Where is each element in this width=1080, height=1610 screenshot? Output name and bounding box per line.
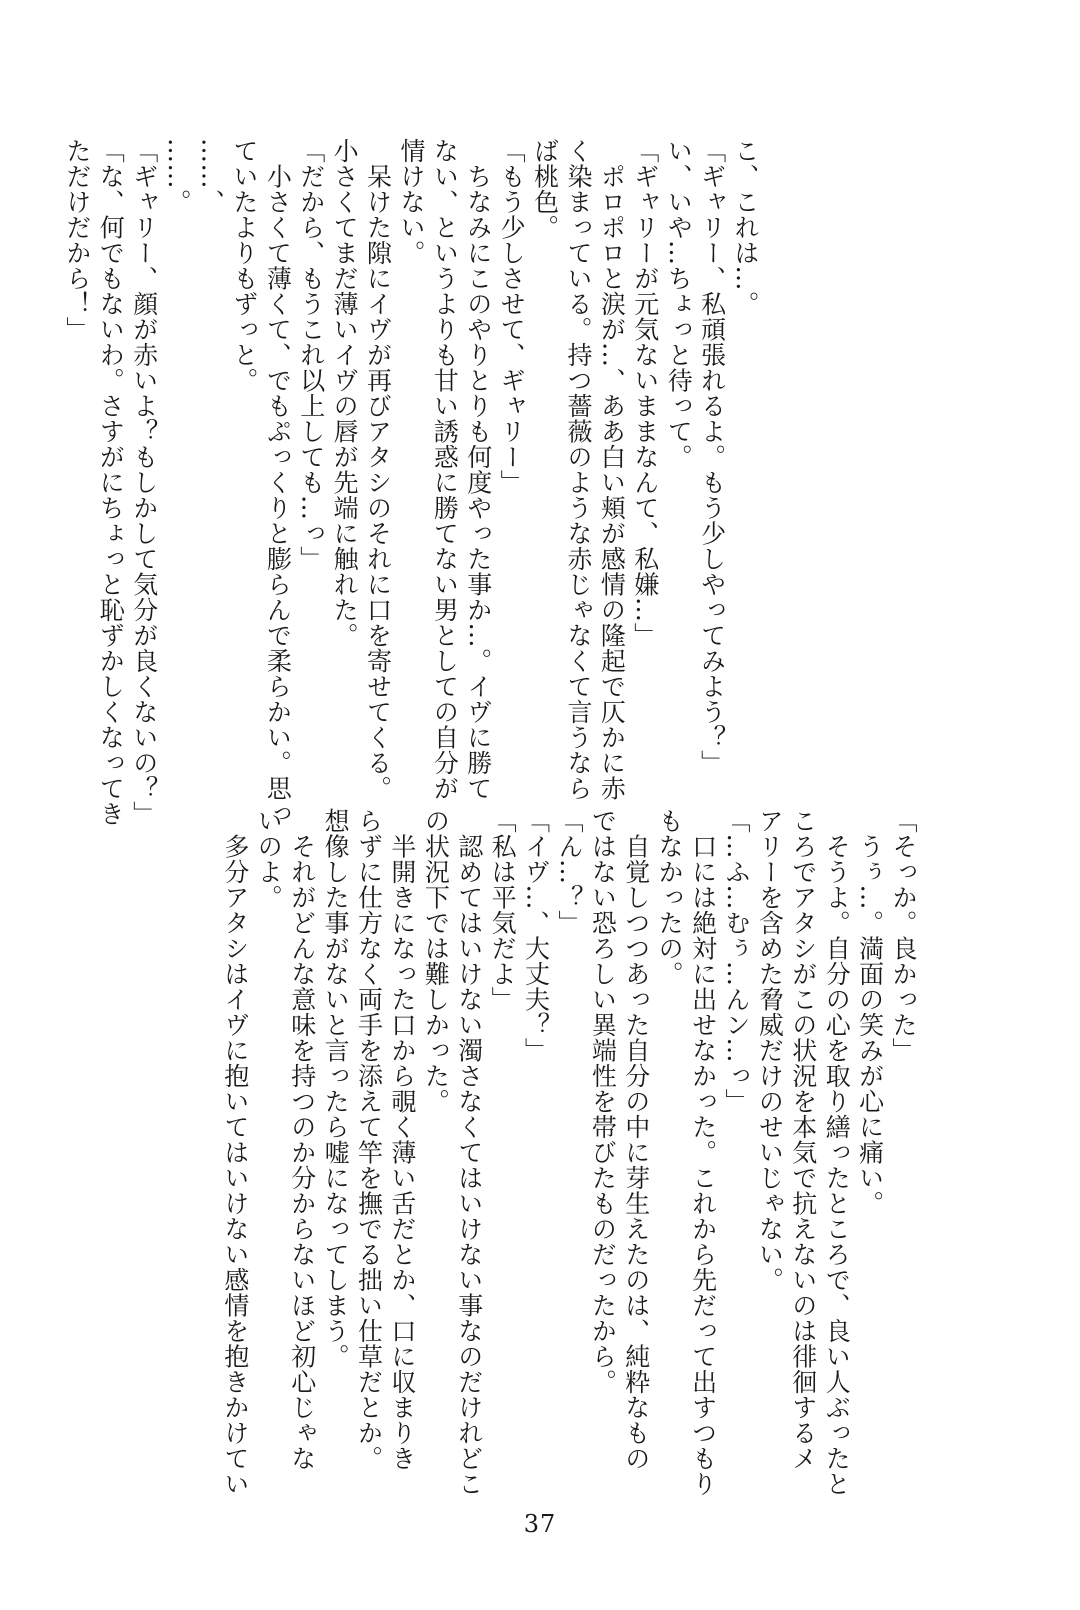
text-line: ころでアタシがこの状況を本気で抗えないのは徘徊するメ: [788, 808, 818, 1471]
text-line: ただけだから！」: [62, 138, 92, 342]
text-block-top: [60, 138, 762, 827]
text-line: 「イヴ…、大丈夫？」: [521, 808, 551, 1063]
text-line: うぅ…。満面の笑みが心に痛い。: [855, 808, 885, 1216]
text-line: 小さくてまだ薄いイヴの唇が先端に触れた。: [330, 138, 360, 648]
text-line: 「ギャリー、私頑張れるよ。もう少しやってみよう？」: [697, 138, 727, 776]
text-line: ば桃色。: [530, 138, 560, 240]
text-line: 半開きになった口から覗く薄い舌だとか、口に収まりき: [387, 808, 417, 1471]
text-line: そうよ。自分の心を取り繕ったところで、良い人ぶったと: [822, 808, 852, 1497]
text-line: それがどんな意味を持つのか分からないほど初心じゃな: [287, 808, 317, 1471]
text-line: ……。: [163, 138, 193, 215]
page-number: 37: [523, 1510, 557, 1538]
text-line: の状況下では難しかった。: [421, 808, 451, 1114]
text-line: もなかったの。: [655, 808, 685, 987]
text-line: 口には絶対に出せなかった。これから先だって出すつもり: [688, 808, 718, 1497]
text-line: 「もう少しさせて、ギャリー」: [497, 138, 527, 495]
text-line: ない、というよりも甘い誘惑に勝てない男としての自分が: [430, 138, 460, 801]
text-line: 呆けた隙にイヴが再びアタシのそれに口を寄せてくる。: [363, 138, 393, 801]
text-line: い、いや…ちょっと待って。: [664, 138, 694, 470]
text-line: こ、これは…。: [731, 138, 760, 317]
text-line: らずに仕方なく両手を添えて竿を撫でる拙い仕草だとか。: [354, 808, 384, 1471]
text-line: ……、: [196, 138, 226, 215]
text-line: 想像した事がないと言ったら嘘になってしまう。: [321, 808, 351, 1369]
text-line: いのよ。: [254, 808, 284, 910]
text-line: ていたよりもずっと。: [229, 138, 259, 393]
text-line: 「私は平気だよ」: [488, 808, 518, 1012]
text-line: 「だから、もうこれ以上しても…っ」: [296, 138, 326, 572]
text-block-bottom: [218, 808, 920, 1497]
text-line: ポロポロと涙が…、ああ白い頬が感情の隆起で仄かに赤: [597, 138, 627, 801]
text-line: 「ん…？」: [554, 808, 584, 936]
text-line: く染まっている。持つ薔薇のような赤じゃなくて言うなら: [563, 138, 593, 801]
text-line: 「ギャリー、顔が赤いよ？もしかして気分が良くないの？」: [129, 138, 159, 827]
text-line: 「…ふ…むぅ…んン…っ」: [721, 808, 751, 1114]
text-line: 多分アタシはイヴに抱いてはいけない感情を抱きかけてい: [220, 808, 250, 1497]
text-line: ちなみにこのやりとりも何度やった事か…。イヴに勝て: [463, 138, 493, 801]
text-line: 「な、何でもないわ。さすがにちょっと恥ずかしくなってき: [96, 138, 126, 827]
text-line: 認めてはいけない濁さなくてはいけない事なのだけれどこ: [454, 808, 484, 1497]
text-line: 小さくて薄くて、でもぷっくりと膨らんで柔らかい。思っ: [263, 138, 293, 827]
text-line: アリーを含めた脅威だけのせいじゃない。: [755, 808, 785, 1293]
text-line: 「そっか。良かった」: [889, 808, 918, 1063]
text-line: 情けない。: [396, 138, 426, 266]
text-line: ではない恐ろしい異端性を帯びたものだったから。: [588, 808, 618, 1395]
text-line: 自覚しつつあった自分の中に芽生えたのは、純粋なもの: [621, 808, 651, 1471]
text-line: 「ギャリーが元気ないままなんて、私嫌…」: [630, 138, 660, 648]
